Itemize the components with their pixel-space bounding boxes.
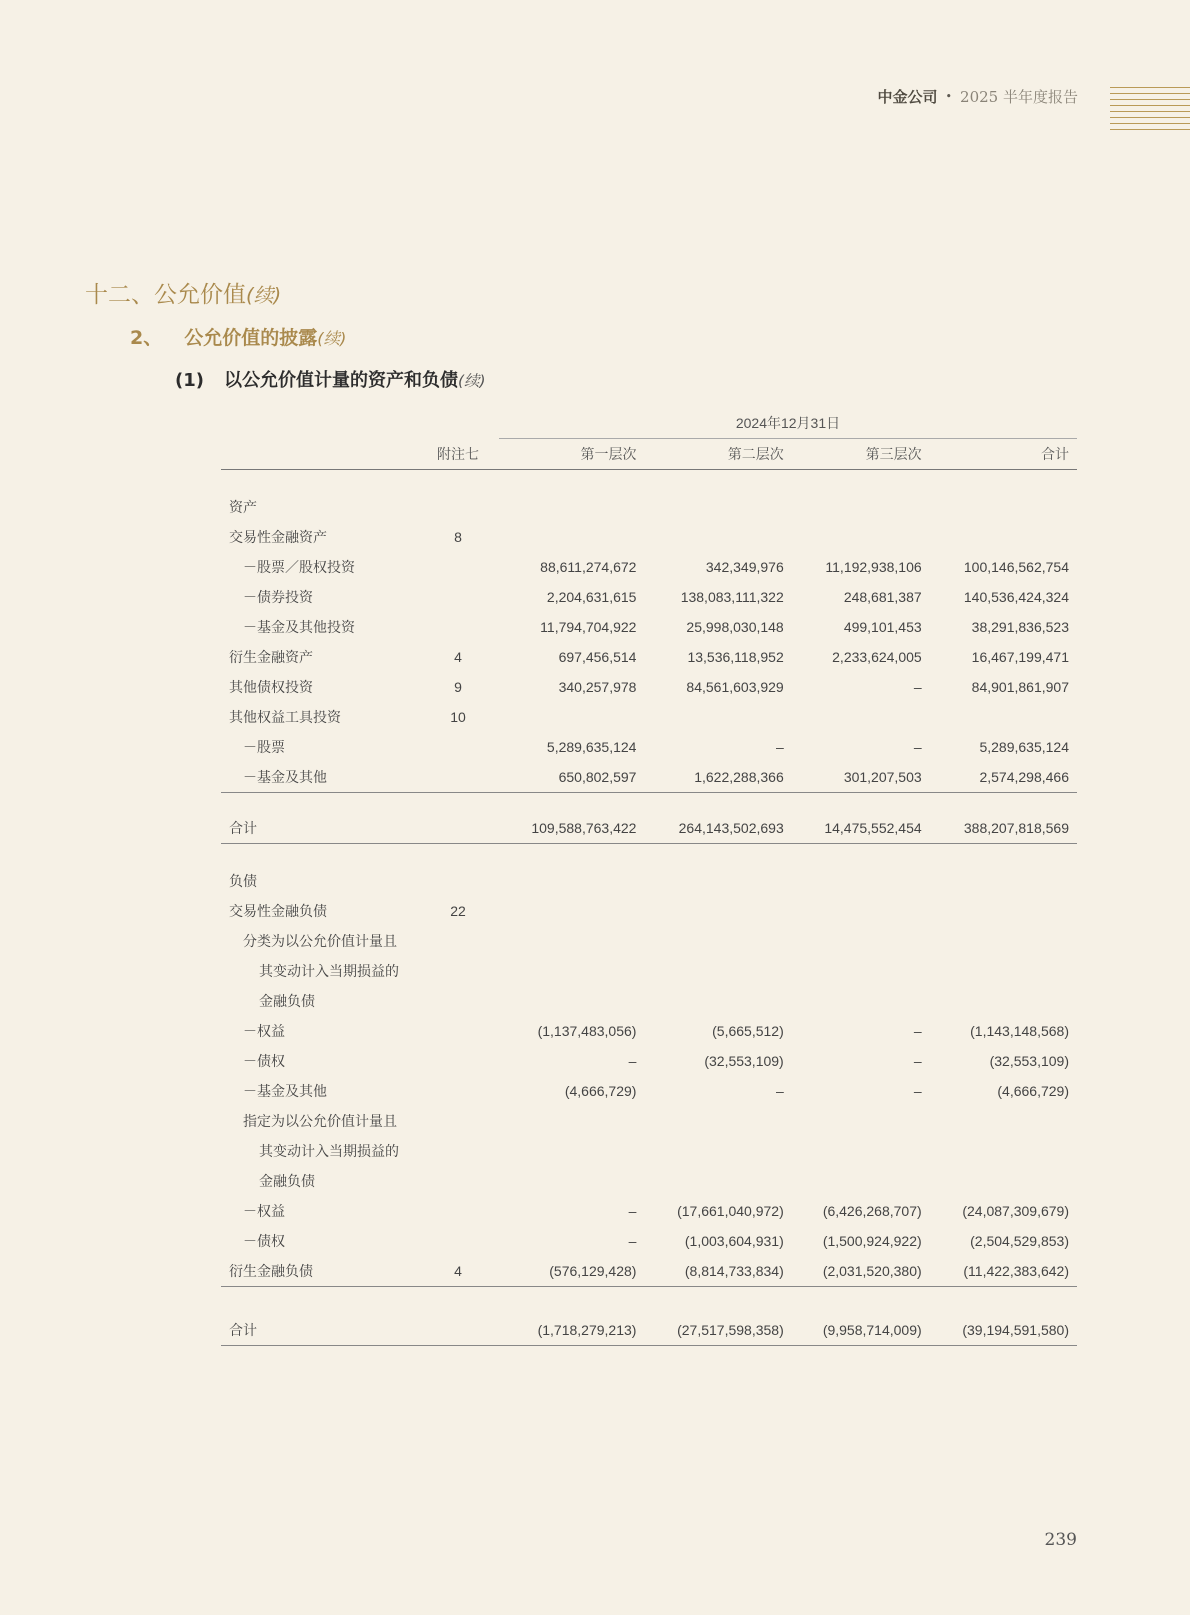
row-note [417, 1226, 499, 1256]
row-note [417, 1076, 499, 1106]
running-header [878, 86, 1078, 107]
sub-subsection-heading-text: 以公允价值计量的资产和负债 [223, 370, 458, 391]
row-note [417, 1046, 499, 1076]
table-row [221, 612, 1077, 642]
row-label: 其他权益工具投资 [229, 709, 341, 725]
sub-subsection-heading-cont: (续) [457, 372, 486, 390]
row-note: 22 [450, 903, 466, 919]
total-l2: 264,143,502,693 [644, 813, 791, 844]
cell-l3: – [913, 739, 922, 755]
subsection-number: 2、 [130, 327, 163, 349]
cell-total: (24,087,309,679) [962, 1203, 1069, 1219]
separator-row [221, 793, 1077, 814]
table-row [221, 702, 1077, 732]
row-label: －股票／股权投资 [243, 559, 355, 575]
cell-total: (1,143,148,568) [970, 1023, 1069, 1039]
total-l1: (1,718,279,213) [499, 1315, 644, 1346]
cell-total: 2,574,298,466 [979, 769, 1069, 785]
group-heading: 资产 [229, 499, 257, 515]
row-label: －股票 [243, 739, 285, 755]
cell-l3: 248,681,387 [843, 589, 922, 605]
cell-l2: 138,083,111,322 [680, 589, 784, 605]
subsection-heading-text: 公允价值的披露 [184, 327, 318, 349]
table-row [221, 1166, 1077, 1196]
cell-l2 [644, 1106, 791, 1136]
cell-l1: 5,289,635,124 [546, 739, 637, 755]
header-separator: • [945, 90, 953, 103]
row-note [417, 732, 499, 762]
section-heading-text: 十二、公允价值 [85, 282, 246, 308]
cell-total: 100,146,562,754 [963, 559, 1069, 575]
cell-l3: – [913, 1023, 922, 1039]
cell-total [930, 926, 1077, 956]
total-l3: (9,958,714,009) [792, 1315, 930, 1346]
row-label: 衍生金融资产 [229, 649, 313, 665]
table-row [221, 1256, 1077, 1287]
cell-l2: (1,003,604,931) [684, 1233, 784, 1249]
cell-l3: 2,233,624,005 [832, 649, 922, 665]
report-title: 2025 半年度报告 [960, 88, 1078, 106]
cell-l1: – [628, 1233, 637, 1249]
cell-l3: (6,426,268,707) [822, 1203, 922, 1219]
decorative-stripes [1110, 87, 1190, 135]
row-note [417, 552, 499, 582]
cell-total [930, 702, 1077, 732]
cell-l2: 84,561,603,929 [686, 679, 784, 695]
row-note [417, 1166, 499, 1196]
cell-l3 [792, 1106, 930, 1136]
cell-l1 [499, 896, 644, 926]
cell-l1 [499, 702, 644, 732]
cell-l1 [499, 926, 644, 956]
row-label: －债权 [243, 1233, 285, 1249]
total-l2: (27,517,598,358) [644, 1315, 791, 1346]
cell-total: (32,553,109) [989, 1053, 1069, 1069]
section-heading [85, 276, 281, 309]
cell-total [930, 1166, 1077, 1196]
row-label: 金融负债 [259, 993, 315, 1009]
table-row [221, 1196, 1077, 1226]
cell-l2 [644, 1136, 791, 1166]
cell-l1: 88,611,274,672 [540, 559, 637, 575]
cell-l2: (17,661,040,972) [677, 1203, 784, 1219]
cell-total: (11,422,383,642) [963, 1263, 1069, 1279]
cell-total: (4,666,729) [997, 1083, 1069, 1099]
company-name: 中金公司 [877, 88, 938, 106]
column-header-level2: 第二层次 [644, 439, 791, 470]
row-label: 分类为以公允价值计量且 [243, 933, 397, 949]
row-label: －债权 [243, 1053, 285, 1069]
cell-l2 [644, 1166, 791, 1196]
cell-l1 [499, 1106, 644, 1136]
cell-l2: 342,349,976 [705, 559, 784, 575]
cell-l3 [792, 956, 930, 986]
row-label: －基金及其他 [243, 1083, 327, 1099]
row-note: 9 [454, 679, 462, 695]
table-row [221, 986, 1077, 1016]
cell-l2 [644, 986, 791, 1016]
group-heading-row [221, 492, 1077, 522]
cell-l2: – [775, 1083, 784, 1099]
row-label: －权益 [243, 1203, 285, 1219]
column-header-level3: 第三层次 [792, 439, 930, 470]
column-header-level1: 第一层次 [499, 439, 644, 470]
table-row [221, 1016, 1077, 1046]
cell-l1: (576,129,428) [549, 1263, 637, 1279]
table-row [221, 896, 1077, 926]
cell-total [930, 1136, 1077, 1166]
total-l1: 109,588,763,422 [499, 813, 644, 844]
group-heading: 负债 [229, 873, 257, 889]
table-row [221, 1046, 1077, 1076]
cell-total [930, 1106, 1077, 1136]
cell-l3: – [913, 679, 922, 695]
cell-total: (2,504,529,853) [970, 1233, 1069, 1249]
row-label: 指定为以公允价值计量且 [243, 1113, 397, 1129]
row-note [417, 1136, 499, 1166]
separator-row [221, 1287, 1077, 1316]
row-note [417, 1106, 499, 1136]
cell-l2: (8,814,733,834) [684, 1263, 784, 1279]
section-heading-cont: (续) [246, 284, 282, 307]
cell-l3: – [913, 1053, 922, 1069]
cell-l1: – [628, 1053, 637, 1069]
row-label: 衍生金融负债 [229, 1263, 313, 1279]
cell-l3: 11,192,938,106 [825, 559, 922, 575]
column-header-total: 合计 [930, 439, 1077, 470]
row-note [417, 956, 499, 986]
total-row [221, 1315, 1077, 1346]
cell-l2 [644, 956, 791, 986]
fair-value-table [221, 408, 1077, 1346]
cell-total: 16,467,199,471 [971, 649, 1069, 665]
cell-l2: (32,553,109) [704, 1053, 784, 1069]
total-label: 合计 [221, 1315, 417, 1346]
row-label: －基金及其他投资 [243, 619, 355, 635]
row-label: 交易性金融负债 [229, 903, 327, 919]
table-row [221, 522, 1077, 552]
table-row [221, 552, 1077, 582]
cell-total [930, 986, 1077, 1016]
column-header-note: 附注七 [417, 439, 499, 470]
total-l3: 14,475,552,454 [792, 813, 930, 844]
row-label: －基金及其他 [243, 769, 327, 785]
cell-total [930, 956, 1077, 986]
cell-l1: 11,794,704,922 [540, 619, 637, 635]
row-note: 4 [454, 649, 462, 665]
page-number: 239 [1044, 1530, 1077, 1550]
table-row [221, 732, 1077, 762]
cell-total: 84,901,861,907 [971, 679, 1069, 695]
cell-total: 5,289,635,124 [979, 739, 1069, 755]
cell-l1: 2,204,631,615 [546, 589, 637, 605]
cell-l2 [644, 702, 791, 732]
period-header-row [221, 408, 1077, 439]
cell-l2: 25,998,030,148 [686, 619, 784, 635]
group-heading-row [221, 866, 1077, 896]
row-note [417, 986, 499, 1016]
cell-l3 [792, 986, 930, 1016]
cell-l1: – [628, 1203, 637, 1219]
cell-l3 [792, 1136, 930, 1166]
cell-l3 [792, 702, 930, 732]
table-row [221, 672, 1077, 702]
cell-total: 38,291,836,523 [971, 619, 1069, 635]
row-note: 10 [450, 709, 466, 725]
total-total: 388,207,818,569 [930, 813, 1077, 844]
cell-l1 [499, 986, 644, 1016]
row-note [417, 1016, 499, 1046]
row-note [417, 1196, 499, 1226]
row-label: 其变动计入当期损益的 [259, 963, 399, 979]
cell-l3 [792, 926, 930, 956]
row-note [417, 582, 499, 612]
cell-l2 [644, 926, 791, 956]
table-row [221, 1106, 1077, 1136]
cell-l3 [792, 522, 930, 552]
cell-l1: 340,257,978 [558, 679, 637, 695]
row-label: 交易性金融资产 [229, 529, 327, 545]
table-row [221, 1136, 1077, 1166]
total-label: 合计 [221, 813, 417, 844]
table-row [221, 762, 1077, 793]
cell-total [930, 522, 1077, 552]
cell-l2: (5,665,512) [712, 1023, 784, 1039]
table-row [221, 582, 1077, 612]
cell-l2 [644, 522, 791, 552]
column-header-row [221, 439, 1077, 470]
row-label: －权益 [243, 1023, 285, 1039]
cell-l3: 499,101,453 [843, 619, 922, 635]
cell-l2: 13,536,118,952 [687, 649, 784, 665]
total-row [221, 813, 1077, 844]
table-row [221, 1076, 1077, 1106]
row-note: 8 [454, 529, 462, 545]
spacer-row [221, 844, 1077, 867]
total-total: (39,194,591,580) [930, 1315, 1077, 1346]
table-row [221, 642, 1077, 672]
cell-l2: 1,622,288,366 [694, 769, 784, 785]
cell-l1 [499, 1136, 644, 1166]
period-label: 2024年12月31日 [499, 408, 1077, 439]
cell-l3: (2,031,520,380) [822, 1263, 922, 1279]
subsection-heading-cont: (续) [317, 329, 347, 348]
cell-l1 [499, 522, 644, 552]
table-row [221, 1226, 1077, 1256]
cell-l1 [499, 1166, 644, 1196]
row-note [417, 926, 499, 956]
row-label: 其他债权投资 [229, 679, 313, 695]
subsection-heading [130, 323, 346, 350]
cell-l1: (1,137,483,056) [537, 1023, 637, 1039]
cell-l2 [644, 896, 791, 926]
row-label: －债券投资 [243, 589, 313, 605]
spacer-row [221, 470, 1077, 493]
cell-l1: 697,456,514 [558, 649, 637, 665]
sub-subsection-number: (1) [175, 370, 204, 391]
cell-l3 [792, 1166, 930, 1196]
cell-l3: 301,207,503 [843, 769, 922, 785]
row-note [417, 762, 499, 793]
row-note [417, 612, 499, 642]
sub-subsection-heading [175, 366, 486, 392]
table-row [221, 956, 1077, 986]
row-label: 其变动计入当期损益的 [259, 1143, 399, 1159]
cell-l2: – [775, 739, 784, 755]
cell-l1: (4,666,729) [564, 1083, 637, 1099]
cell-l1: 650,802,597 [558, 769, 637, 785]
cell-l1 [499, 956, 644, 986]
cell-total [930, 896, 1077, 926]
table-row [221, 926, 1077, 956]
row-note: 4 [454, 1263, 462, 1279]
cell-l3 [792, 896, 930, 926]
cell-l3: – [913, 1083, 922, 1099]
cell-l3: (1,500,924,922) [822, 1233, 922, 1249]
cell-total: 140,536,424,324 [963, 589, 1069, 605]
row-label: 金融负债 [259, 1173, 315, 1189]
